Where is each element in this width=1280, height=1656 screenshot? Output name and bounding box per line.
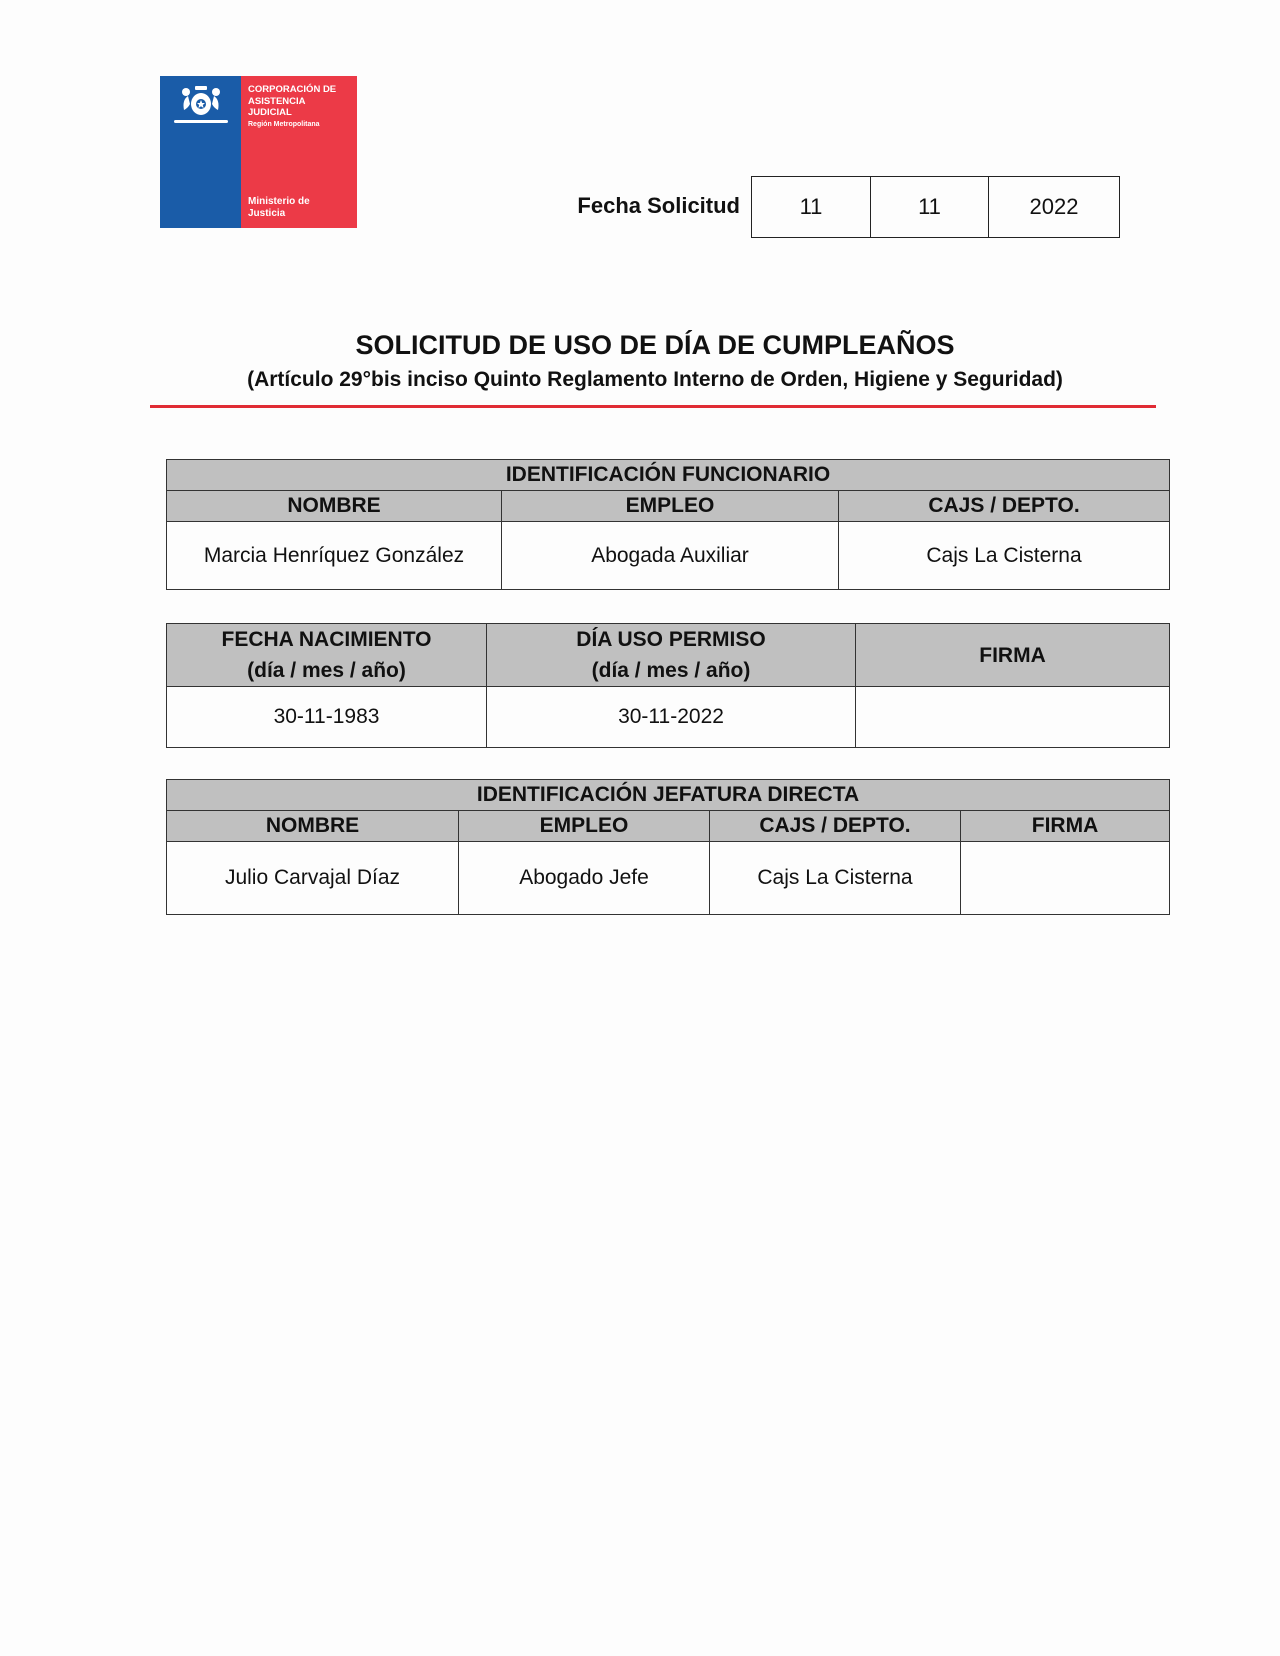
fecha-nacimiento-field[interactable]: 30-11-1983 [167,687,487,748]
funcionario-nombre-field[interactable]: Marcia Henríquez González [167,522,502,590]
fecha-year-field[interactable]: 2022 [1029,194,1079,219]
jefatura-col-firma: FIRMA [961,811,1170,842]
fecha-day-field[interactable]: 11 [752,177,871,237]
jefatura-section-title: IDENTIFICACIÓN JEFATURA DIRECTA [167,780,1170,811]
jefatura-firma-field[interactable] [961,842,1170,915]
jefatura-table [166,779,1170,915]
logo-ministry: Ministerio de Justicia [248,196,310,219]
institution-logo [160,76,357,228]
jefatura-col-empleo: EMPLEO [459,811,710,842]
logo-org-name: CORPORACIÓN DE ASISTENCIA JUDICIAL Región Metropolitana [248,84,336,130]
jefatura-col-cajs: CAJS / DEPTO. [710,811,961,842]
funcionario-col-empleo: EMPLEO [502,491,839,522]
col-firma: FIRMA [856,624,1170,687]
fecha-solicitud-fields [751,176,1120,238]
fecha-solicitud-label: Fecha Solicitud [577,193,740,218]
funcionario-col-cajs: CAJS / DEPTO. [839,491,1170,522]
jefatura-cajs-field[interactable]: Cajs La Cisterna [710,842,961,915]
fechas-table [166,623,1170,748]
logo-red-panel [241,76,357,228]
col-fecha-nacimiento: FECHA NACIMIENTO (día / mes / año) [167,624,487,687]
title-divider [150,405,1156,408]
jefatura-col-nombre: NOMBRE [167,811,459,842]
page-subtitle: (Artículo 29°bis inciso Quinto Reglamento Interno de Orden, Higiene y Seguridad) [247,368,1063,391]
funcionario-section-title: IDENTIFICACIÓN FUNCIONARIO [167,460,1170,491]
funcionario-cajs-field[interactable]: Cajs La Cisterna [839,522,1170,590]
coat-of-arms-icon [168,82,234,128]
jefatura-nombre-field[interactable]: Julio Carvajal Díaz [167,842,459,915]
fecha-month-field[interactable]: 11 [871,177,989,237]
jefatura-empleo-field[interactable]: Abogado Jefe [459,842,710,915]
dia-uso-permiso-field[interactable]: 30-11-2022 [487,687,856,748]
logo-region: Región Metropolitana [248,120,320,128]
page-title: SOLICITUD DE USO DE DÍA DE CUMPLEAÑOS [355,330,955,360]
firma-funcionario-field[interactable] [856,687,1170,748]
funcionario-empleo-field[interactable]: Abogada Auxiliar [502,522,839,590]
logo-blue-panel [160,76,241,228]
funcionario-col-nombre: NOMBRE [167,491,502,522]
col-dia-uso-permiso: DÍA USO PERMISO (día / mes / año) [487,624,856,687]
funcionario-table [166,459,1170,590]
